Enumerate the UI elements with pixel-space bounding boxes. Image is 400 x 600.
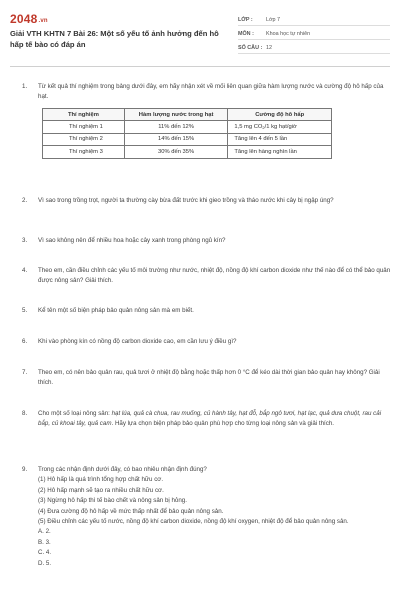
answer-option-a[interactable]: A. 2. [38,528,51,536]
question-number: 4. [22,267,28,274]
question-number: 7. [22,369,28,376]
question-5 [22,306,392,316]
question-8 [22,409,392,430]
question-number: 2. [22,197,28,204]
table-header: Thí nghiệm [43,109,125,121]
table-cell: 1,5 mg $CO_2/1$ kg hạt/giờ [228,121,332,134]
question-text: Vì sao trong trồng trọt, người ta thường cày bừa đất trước khi gieo trồng và tháo nước khi cây bị ngập úng? [38,197,334,204]
statement: (3) Ngừng hô hấp thì tế bào chết và nông sản bị hỏng. [38,497,187,505]
answer-option-c[interactable]: C. 4. [38,549,52,557]
question-6 [22,337,392,347]
meta-info [238,14,390,56]
document-header [10,12,390,62]
table-row [43,146,332,159]
table-header: Cường độ hô hấp [228,109,332,121]
statement: (1) Hô hấp là quá trình tổng hợp chất hữu cơ. [38,476,164,484]
answer-option-d[interactable]: D. 5. [38,559,52,567]
statement: (5) Điều chỉnh các yếu tố nước, nồng độ khí carbon dioxide, nồng độ khí oxygen, nhiệt độ để bảo quản nông sản. [38,518,349,526]
question-text: Khi vào phòng kín có nồng độ carbon dioxide cao, em cần lưu ý điều gì? [38,338,237,345]
question-number: 1. [22,83,28,90]
meta-value: 12 [266,44,272,51]
page-title: Giải VTH KHTN 7 Bài 26: Một số yếu tố ảnh hưởng đến hô hấp tế bào có đáp án [10,29,219,49]
table-row [43,133,332,146]
table-cell: Tăng lên 4 đến 5 lần [228,133,332,146]
question-number: 3. [22,237,28,244]
meta-label: LỚP : [238,16,253,23]
table-cell: Thí nghiệm 1 [43,121,125,134]
question-text: Từ kết quả thí nghiệm trong bảng dưới đây, em hãy nhận xét về mối liên quan giữa hàm lượng nước và cường độ hô hấp của hạt. [38,83,384,101]
meta-value: Lớp 7 [266,16,281,23]
table-cell: 30% đến 35% [124,146,228,159]
answer-option-b[interactable]: B. 3. [38,538,51,546]
question-text: Trong các nhận định dưới đây, có bao nhiêu nhận định đúng? (1) Hô hấp là quá trình tổng hợp chất hữu cơ. (2) Hô hấp mạnh sẽ tạo ra nhiều chất hữu cơ. (3) Ngừng hô hấp thì tế bào chết và nông sản bị hỏng. (4) Đưa cường độ hô hấp về mức thấp nhất để bảo quản nông sản. (5) Điều chỉnh các yếu tố nước, nồng độ khí carbon dioxide, nồng độ khí oxygen, nhiệt độ để bảo quản nông sản. A. 2. B. 3. C. 4. D. 5. [38,465,392,569]
table-header-row [43,109,332,121]
table-cell: Tăng lên hàng nghìn lần [228,146,332,159]
question-number: 5. [22,307,28,314]
question-2 [22,196,392,206]
table-row [43,121,332,134]
experiment-table [42,108,332,159]
table-cell: Thí nghiệm 2 [43,133,125,146]
question-number: 9. [22,466,28,473]
meta-label: MÔN : [238,30,254,37]
question-text: Theo em, cần điều chỉnh các yếu tố môi trường như nước, nhiệt độ, nồng độ khí carbon dioxide như thế nào để có thể bảo quản được nông sản? Giải thích. [38,267,391,285]
question-7 [22,368,392,389]
statement: (4) Đưa cường độ hô hấp về mức thấp nhất để bảo quản nông sản. [38,507,224,515]
table-cell: 14% đến 15% [124,133,228,146]
site-logo[interactable]: 2048.vn [10,12,48,26]
table-header: Hàm lượng nước trong hạt [124,109,228,121]
meta-value: Khoa học tự nhiên [266,30,311,37]
question-text: Vì sao không nên để nhiều hoa hoặc cây xanh trong phòng ngủ kín? [38,237,226,244]
question-9 [22,465,392,569]
meta-row-subject [238,28,390,40]
question-4 [22,266,392,287]
question-number: 6. [22,338,28,345]
header-divider [10,66,390,67]
table-cell: Thí nghiệm 3 [43,146,125,159]
question-1 [22,82,392,103]
question-3 [22,236,392,246]
statement: (2) Hô hấp mạnh sẽ tạo ra nhiều chất hữu cơ. [38,486,164,494]
meta-row-class [238,14,390,26]
meta-row-count [238,42,390,54]
question-number: 8. [22,410,28,417]
question-text: Kể tên một số biện pháp bảo quản nông sản mà em biết. [38,307,194,314]
question-text: Cho một số loại nông sản: hạt lúa, quả cà chua, rau muống, củ hành tây, hạt đỗ, bắp ngô tươi, hạt lạc, quả dưa chuột, rau cải bắp, củ khoai tây, quả cam. Hãy lựa chọn biện pháp bảo quản phù hợp cho từng loại nông sản và giải thích. [38,410,382,428]
meta-label: SỐ CÂU : [238,44,263,51]
question-text: Theo em, có nên bảo quản rau, quả tươi ở nhiệt độ bằng hoặc thấp hơn 0 °C để kéo dài thời gian bảo quản hay không? Giải thích. [38,369,380,387]
produce-list: hạt lúa, quả cà chua, rau muống, củ hành tây, hạt đỗ, bắp ngô tươi, hạt lạc, quả dưa chuột, rau cải bắp, củ khoai tây, quả cam [38,410,382,428]
table-cell: 11% đến 12% [124,121,228,134]
